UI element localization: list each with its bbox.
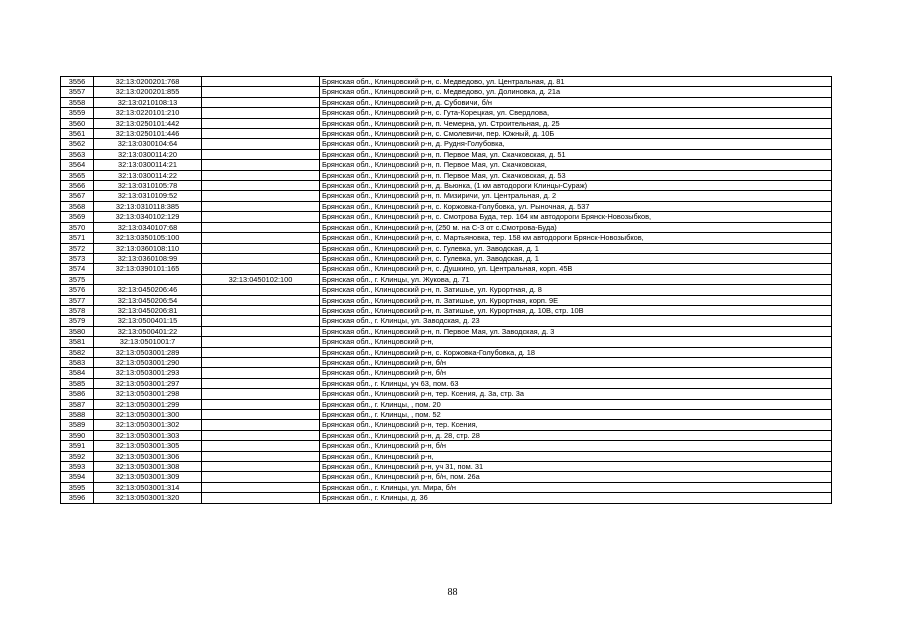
row-number-cell: 3587: [61, 399, 94, 409]
cadastral-number-cell: 32:13:0300114:21: [94, 160, 202, 170]
address-cell: Брянская обл., г. Клинцы, , пом. 52: [320, 410, 832, 420]
cadastral-number-cell: 32:13:0450206:54: [94, 295, 202, 305]
table-row: [61, 305, 832, 315]
table-row: [61, 285, 832, 295]
address-cell: Брянская обл., г. Клинцы, , пом. 20: [320, 399, 832, 409]
row-number-cell: 3590: [61, 430, 94, 440]
row-number-cell: 3576: [61, 285, 94, 295]
address-cell: Брянская обл., Клинцовский р-н, с. Смотрова Буда, тер. 164 км автодороги Брянск-Новозыбков,: [320, 212, 832, 222]
address-cell: Брянская обл., Клинцовский р-н, п. Первое Мая, ул. Заводская, д. 3: [320, 326, 832, 336]
table-row: [61, 118, 832, 128]
table-row: [61, 295, 832, 305]
address-cell: Брянская обл., Клинцовский р-н, п. Затишье, ул. Курортная, д. 10В, стр. 10В: [320, 305, 832, 315]
table-row: [61, 97, 832, 107]
cadastral-number-alt-cell: [202, 139, 320, 149]
table-row: [61, 378, 832, 388]
row-number-cell: 3572: [61, 243, 94, 253]
address-cell: Брянская обл., Клинцовский р-н, п. Затишье, ул. Курортная, корп. 9Е: [320, 295, 832, 305]
cadastral-number-cell: 32:13:0300114:20: [94, 149, 202, 159]
table-row: [61, 253, 832, 263]
row-number-cell: 3593: [61, 462, 94, 472]
cadastral-number-alt-cell: [202, 347, 320, 357]
cadastral-number-cell: 32:13:0310118:385: [94, 201, 202, 211]
address-cell: Брянская обл., Клинцовский р-н, с. Гулевка, ул. Заводская, д. 1: [320, 243, 832, 253]
row-number-cell: 3559: [61, 108, 94, 118]
table-row: [61, 222, 832, 232]
table-row: [61, 410, 832, 420]
row-number-cell: 3558: [61, 97, 94, 107]
cadastral-number-cell: 32:13:0310105:78: [94, 181, 202, 191]
row-number-cell: 3578: [61, 305, 94, 315]
row-number-cell: 3563: [61, 149, 94, 159]
row-number-cell: 3595: [61, 482, 94, 492]
table-row: [61, 77, 832, 87]
cadastral-number-cell: 32:13:0340107:68: [94, 222, 202, 232]
address-cell: Брянская обл., Клинцовский р-н, б/н: [320, 441, 832, 451]
cadastral-number-cell: 32:13:0503001:298: [94, 389, 202, 399]
cadastral-number-cell: 32:13:0450206:46: [94, 285, 202, 295]
table-row: [61, 347, 832, 357]
row-number-cell: 3577: [61, 295, 94, 305]
cadastral-number-cell: 32:13:0503001:293: [94, 368, 202, 378]
table-row: [61, 160, 832, 170]
table-row: [61, 420, 832, 430]
cadastral-number-cell: 32:13:0503001:305: [94, 441, 202, 451]
cadastral-number-cell: 32:13:0340102:129: [94, 212, 202, 222]
row-number-cell: 3562: [61, 139, 94, 149]
cadastral-number-alt-cell: [202, 181, 320, 191]
cadastral-number-alt-cell: [202, 201, 320, 211]
address-cell: Брянская обл., Клинцовский р-н, с. Коржовка-Голубовка, д. 18: [320, 347, 832, 357]
row-number-cell: 3571: [61, 233, 94, 243]
row-number-cell: 3557: [61, 87, 94, 97]
cadastral-number-alt-cell: [202, 170, 320, 180]
row-number-cell: 3561: [61, 129, 94, 139]
row-number-cell: 3589: [61, 420, 94, 430]
cadastral-number-cell: 32:13:0220101:210: [94, 108, 202, 118]
address-cell: Брянская обл., Клинцовский р-н, уч 31, пом. 31: [320, 462, 832, 472]
address-cell: Брянская обл., Клинцовский р-н, п. Первое Мая, ул. Скачковская, д. 53: [320, 170, 832, 180]
cadastral-number-cell: 32:13:0390101:165: [94, 264, 202, 274]
row-number-cell: 3574: [61, 264, 94, 274]
cadastral-number-alt-cell: [202, 378, 320, 388]
row-number-cell: 3573: [61, 253, 94, 263]
row-number-cell: 3588: [61, 410, 94, 420]
address-cell: Брянская обл., Клинцовский р-н, с. Душкино, ул. Центральная, корп. 45В: [320, 264, 832, 274]
cadastral-number-cell: [94, 274, 202, 284]
row-number-cell: 3570: [61, 222, 94, 232]
address-cell: Брянская обл., Клинцовский р-н, тер. Ксения,: [320, 420, 832, 430]
address-cell: Брянская обл., Клинцовский р-н, д. Рудня-Голубовка,: [320, 139, 832, 149]
cadastral-number-alt-cell: [202, 87, 320, 97]
row-number-cell: 3564: [61, 160, 94, 170]
row-number-cell: 3580: [61, 326, 94, 336]
cadastral-number-cell: 32:13:0503001:320: [94, 493, 202, 503]
cadastral-number-alt-cell: [202, 295, 320, 305]
table-row: [61, 170, 832, 180]
cadastral-number-alt-cell: [202, 191, 320, 201]
cadastral-number-cell: 32:13:0200201:855: [94, 87, 202, 97]
cadastral-number-alt-cell: [202, 326, 320, 336]
table-row: [61, 399, 832, 409]
table-row: [61, 472, 832, 482]
address-cell: Брянская обл., Клинцовский р-н, б/н: [320, 357, 832, 367]
registry-table-body: [61, 77, 832, 504]
table-row: [61, 274, 832, 284]
cadastral-number-alt-cell: [202, 222, 320, 232]
cadastral-number-cell: 32:13:0503001:302: [94, 420, 202, 430]
address-cell: Брянская обл., Клинцовский р-н, (250 м. на С-З от с.Смотрова-Буда): [320, 222, 832, 232]
cadastral-number-alt-cell: [202, 441, 320, 451]
cadastral-number-cell: 32:13:0503001:314: [94, 482, 202, 492]
row-number-cell: 3581: [61, 337, 94, 347]
row-number-cell: 3583: [61, 357, 94, 367]
cadastral-number-cell: 32:13:0450206:81: [94, 305, 202, 315]
address-cell: Брянская обл., г. Клинцы, ул. Заводская, д. 23: [320, 316, 832, 326]
address-cell: Брянская обл., г. Клинцы, уч 63, пом. 63: [320, 378, 832, 388]
row-number-cell: 3565: [61, 170, 94, 180]
cadastral-number-alt-cell: [202, 233, 320, 243]
address-cell: Брянская обл., Клинцовский р-н, п. Первое Мая, ул. Скачковская,: [320, 160, 832, 170]
address-cell: Брянская обл., Клинцовский р-н, п. Затишье, ул. Курортная, д. 8: [320, 285, 832, 295]
cadastral-number-alt-cell: [202, 253, 320, 263]
row-number-cell: 3569: [61, 212, 94, 222]
cadastral-number-alt-cell: [202, 160, 320, 170]
table-row: [61, 129, 832, 139]
cadastral-number-alt-cell: [202, 118, 320, 128]
table-row: [61, 316, 832, 326]
row-number-cell: 3582: [61, 347, 94, 357]
cadastral-number-alt-cell: [202, 399, 320, 409]
table-row: [61, 139, 832, 149]
cadastral-number-cell: 32:13:0503001:290: [94, 357, 202, 367]
row-number-cell: 3556: [61, 77, 94, 87]
table-row: [61, 462, 832, 472]
row-number-cell: 3584: [61, 368, 94, 378]
row-number-cell: 3579: [61, 316, 94, 326]
row-number-cell: 3560: [61, 118, 94, 128]
cadastral-number-alt-cell: [202, 129, 320, 139]
address-cell: Брянская обл., Клинцовский р-н, с. Медведово, ул. Долиновка, д. 21а: [320, 87, 832, 97]
cadastral-number-alt-cell: [202, 264, 320, 274]
cadastral-number-alt-cell: [202, 212, 320, 222]
address-cell: Брянская обл., Клинцовский р-н, п. Чемерна, ул. Строительная, д. 25: [320, 118, 832, 128]
address-cell: Брянская обл., Клинцовский р-н, с. Гута-Корецкая, ул. Свердлова,: [320, 108, 832, 118]
row-number-cell: 3591: [61, 441, 94, 451]
cadastral-number-cell: 32:13:0300104:64: [94, 139, 202, 149]
row-number-cell: 3596: [61, 493, 94, 503]
cadastral-number-cell: 32:13:0210108:13: [94, 97, 202, 107]
cadastral-number-alt-cell: [202, 462, 320, 472]
table-row: [61, 430, 832, 440]
cadastral-number-alt-cell: [202, 305, 320, 315]
table-row: [61, 326, 832, 336]
table-row: [61, 201, 832, 211]
cadastral-number-cell: 32:13:0503001:299: [94, 399, 202, 409]
cadastral-number-cell: 32:13:0503001:297: [94, 378, 202, 388]
cadastral-number-cell: 32:13:0350105:100: [94, 233, 202, 243]
address-cell: Брянская обл., Клинцовский р-н, с. Коржовка-Голубовка, ул. Рыночная, д. 537: [320, 201, 832, 211]
cadastral-number-alt-cell: [202, 493, 320, 503]
cadastral-number-alt-cell: [202, 410, 320, 420]
row-number-cell: 3566: [61, 181, 94, 191]
page-number: 88: [447, 587, 458, 598]
row-number-cell: 3586: [61, 389, 94, 399]
row-number-cell: 3594: [61, 472, 94, 482]
cadastral-number-cell: 32:13:0503001:303: [94, 430, 202, 440]
cadastral-number-cell: 32:13:0250101:442: [94, 118, 202, 128]
table-row: [61, 493, 832, 503]
cadastral-number-cell: 32:13:0500401:22: [94, 326, 202, 336]
row-number-cell: 3575: [61, 274, 94, 284]
table-row: [61, 243, 832, 253]
cadastral-number-alt-cell: [202, 430, 320, 440]
table-row: [61, 337, 832, 347]
table-row: [61, 181, 832, 191]
cadastral-number-alt-cell: [202, 108, 320, 118]
address-cell: Брянская обл., Клинцовский р-н, д. Субовичи, б/н: [320, 97, 832, 107]
row-number-cell: 3585: [61, 378, 94, 388]
address-cell: Брянская обл., Клинцовский р-н, б/н, пом. 26а: [320, 472, 832, 482]
address-cell: Брянская обл., Клинцовский р-н,: [320, 451, 832, 461]
address-cell: Брянская обл., Клинцовский р-н, д. Вьюнка, (1 км автодороги Клинцы-Сураж): [320, 181, 832, 191]
table-row: [61, 451, 832, 461]
cadastral-number-cell: 32:13:0503001:300: [94, 410, 202, 420]
row-number-cell: 3592: [61, 451, 94, 461]
table-row: [61, 233, 832, 243]
cadastral-number-cell: 32:13:0500401:15: [94, 316, 202, 326]
cadastral-number-cell: 32:13:0360108:99: [94, 253, 202, 263]
address-cell: Брянская обл., Клинцовский р-н, с. Гулевка, ул. Заводская, д. 1: [320, 253, 832, 263]
row-number-cell: 3567: [61, 191, 94, 201]
cadastral-number-cell: 32:13:0200201:768: [94, 77, 202, 87]
cadastral-number-alt-cell: [202, 97, 320, 107]
cadastral-number-alt-cell: [202, 389, 320, 399]
table-row: [61, 368, 832, 378]
address-cell: Брянская обл., г. Клинцы, ул. Мира, б/н: [320, 482, 832, 492]
cadastral-number-cell: 32:13:0360108:110: [94, 243, 202, 253]
cadastral-number-alt-cell: [202, 243, 320, 253]
registry-table: [60, 76, 832, 504]
row-number-cell: 3568: [61, 201, 94, 211]
cadastral-number-alt-cell: [202, 149, 320, 159]
cadastral-number-alt-cell: [202, 337, 320, 347]
table-row: [61, 108, 832, 118]
cadastral-number-cell: 32:13:0503001:308: [94, 462, 202, 472]
cadastral-number-alt-cell: [202, 368, 320, 378]
cadastral-number-alt-cell: [202, 472, 320, 482]
cadastral-number-cell: 32:13:0501001:7: [94, 337, 202, 347]
cadastral-number-cell: 32:13:0300114:22: [94, 170, 202, 180]
cadastral-number-alt-cell: [202, 77, 320, 87]
table-row: [61, 357, 832, 367]
table-row: [61, 482, 832, 492]
address-cell: Брянская обл., Клинцовский р-н, с. Медведово, ул. Центральная, д. 81: [320, 77, 832, 87]
table-row: [61, 212, 832, 222]
cadastral-number-alt-cell: 32:13:0450102:100: [202, 274, 320, 284]
address-cell: Брянская обл., Клинцовский р-н, п. Первое Мая, ул. Скачковская, д. 51: [320, 149, 832, 159]
table-row: [61, 191, 832, 201]
address-cell: Брянская обл., г. Клинцы, ул. Жукова, д. 71: [320, 274, 832, 284]
cadastral-number-cell: 32:13:0503001:306: [94, 451, 202, 461]
cadastral-number-alt-cell: [202, 451, 320, 461]
table-row: [61, 441, 832, 451]
address-cell: Брянская обл., г. Клинцы, д. 36: [320, 493, 832, 503]
table-row: [61, 389, 832, 399]
cadastral-number-alt-cell: [202, 316, 320, 326]
cadastral-number-alt-cell: [202, 482, 320, 492]
address-cell: Брянская обл., Клинцовский р-н, б/н: [320, 368, 832, 378]
table-row: [61, 149, 832, 159]
address-cell: Брянская обл., Клинцовский р-н, д. 28, стр. 28: [320, 430, 832, 440]
address-cell: Брянская обл., Клинцовский р-н,: [320, 337, 832, 347]
cadastral-number-cell: 32:13:0310109:52: [94, 191, 202, 201]
address-cell: Брянская обл., Клинцовский р-н, тер. Ксения, д. 3а, стр. 3а: [320, 389, 832, 399]
table-row: [61, 87, 832, 97]
table-row: [61, 264, 832, 274]
cadastral-number-cell: 32:13:0503001:309: [94, 472, 202, 482]
cadastral-number-cell: 32:13:0503001:289: [94, 347, 202, 357]
address-cell: Брянская обл., Клинцовский р-н, с. Мартьяновка, тер. 158 км автодороги Брянск-Новозыбков,: [320, 233, 832, 243]
cadastral-number-alt-cell: [202, 285, 320, 295]
cadastral-number-alt-cell: [202, 420, 320, 430]
cadastral-number-cell: 32:13:0250101:446: [94, 129, 202, 139]
address-cell: Брянская обл., Клинцовский р-н, п. Мизиричи, ул. Центральная, д. 2: [320, 191, 832, 201]
cadastral-number-alt-cell: [202, 357, 320, 367]
address-cell: Брянская обл., Клинцовский р-н, с. Смолевичи, пер. Южный, д. 10Б: [320, 129, 832, 139]
